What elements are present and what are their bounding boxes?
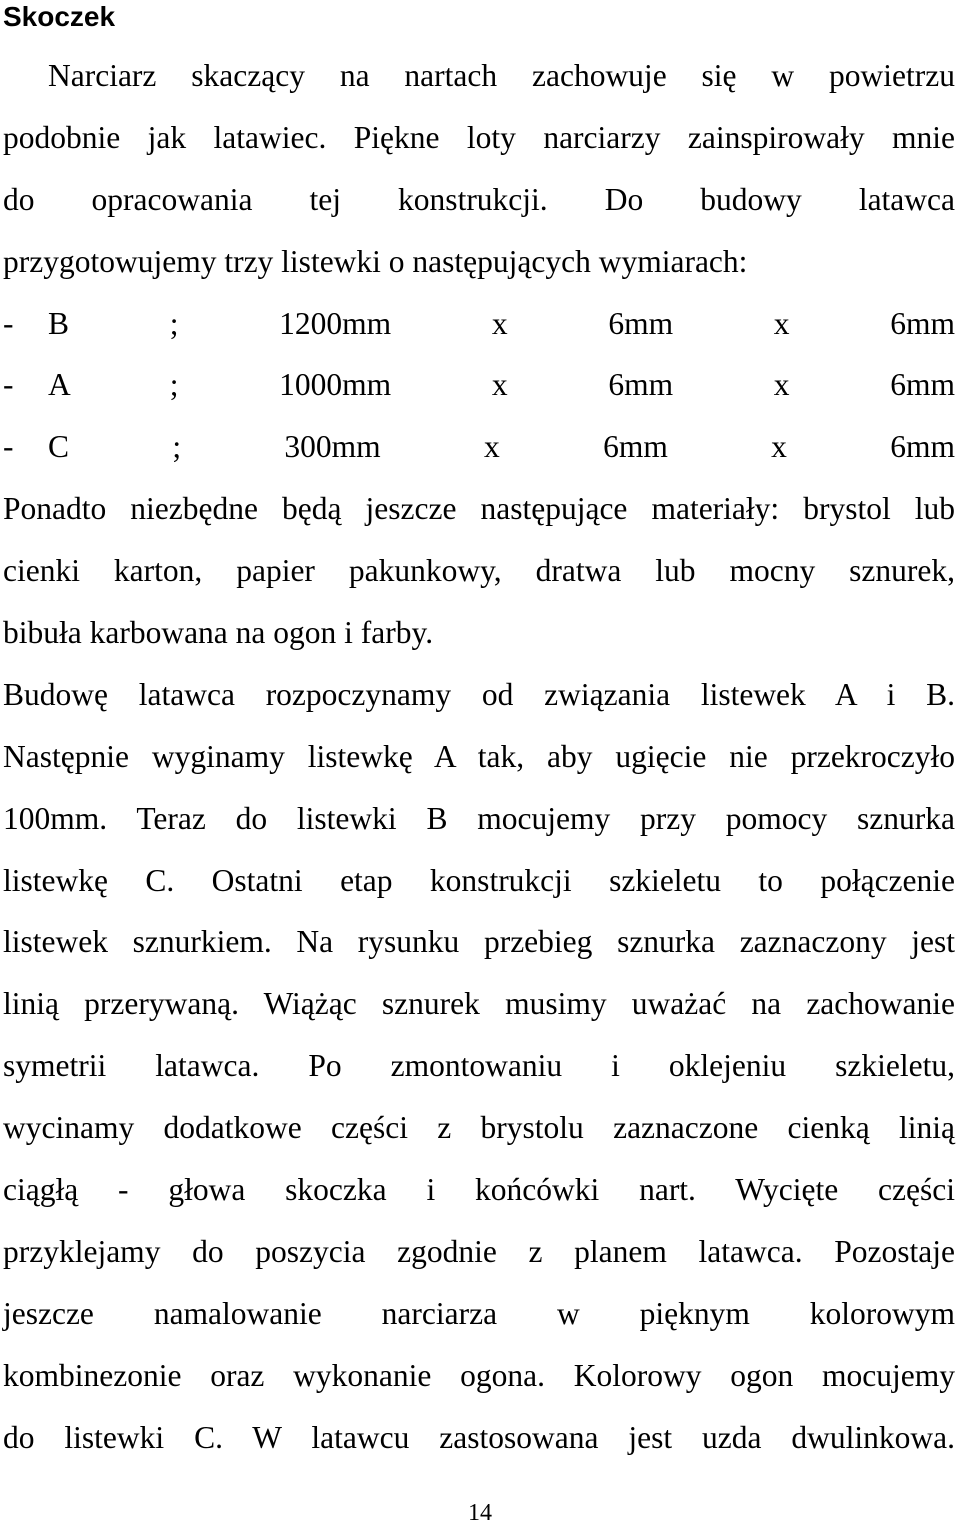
list-item-text: A ; 1000mm x 6mm x 6mm bbox=[48, 367, 955, 403]
document-title: Skoczek bbox=[3, 1, 116, 32]
paragraph-line: wycinamy dodatkowe części z brystolu zaznaczone cienką linią bbox=[3, 1110, 955, 1146]
list-item-text: B ; 1200mm x 6mm x 6mm bbox=[48, 305, 955, 341]
paragraph-line: listewkę C. Ostatni etap konstrukcji szkieletu to połączenie bbox=[3, 862, 955, 898]
paragraph-line: do opracowania tej konstrukcji. Do budowy latawca bbox=[3, 181, 955, 217]
list-item bbox=[3, 293, 955, 355]
paragraph-line: przygotowujemy trzy listewki o następujących wymiarach: bbox=[3, 243, 748, 279]
paragraph-line: bibuła karbowana na ogon i farby. bbox=[3, 615, 434, 651]
paragraph-line: Ponadto niezbędne będą jeszcze następujące materiały: brystol lub bbox=[3, 491, 955, 527]
list-item-text: C ; 300mm x 6mm x 6mm bbox=[48, 429, 955, 465]
list-item bbox=[3, 354, 955, 416]
paragraph-line: cienki karton, papier pakunkowy, dratwa lub mocny sznurek, bbox=[3, 553, 955, 589]
page-number: 14 bbox=[468, 1500, 492, 1526]
list-dash: - bbox=[3, 429, 14, 465]
paragraph-line: symetrii latawca. Po zmontowaniu i oklejeniu szkieletu, bbox=[3, 1048, 955, 1084]
paragraph-line: ciągłą - głowa skoczka i końcówki nart. Wycięte części bbox=[3, 1172, 955, 1208]
paragraph-line: linią przerywaną. Wiążąc sznurek musimy uważać na zachowanie bbox=[3, 986, 955, 1022]
paragraph-line: listewek sznurkiem. Na rysunku przebieg sznurka zaznaczony jest bbox=[3, 924, 955, 960]
body-text bbox=[3, 45, 955, 1468]
paragraph-line: kombinezonie oraz wykonanie ogona. Kolorowy ogon mocujemy bbox=[3, 1357, 955, 1393]
paragraph-line: Narciarz skaczący na nartach zachowuje się w powietrzu bbox=[48, 58, 955, 93]
paragraph-line: przyklejamy do poszycia zgodnie z planem latawca. Pozostaje bbox=[3, 1233, 955, 1269]
paragraph-line: Budowę latawca rozpoczynamy od związania listewek A i B. bbox=[3, 676, 955, 712]
list-dash: - bbox=[3, 305, 14, 341]
paragraph-line: do listewki C. W latawcu zastosowana jest uzda dwulinkowa. bbox=[3, 1419, 955, 1455]
list-dash: - bbox=[3, 367, 14, 403]
paragraph-line: 100mm. Teraz do listewki B mocujemy przy pomocy sznurka bbox=[3, 800, 955, 836]
paragraph-line: Następnie wyginamy listewkę A tak, aby ugięcie nie przekroczyło bbox=[3, 738, 955, 774]
paragraph-line: jeszcze namalowanie narciarza w pięknym kolorowym bbox=[3, 1295, 955, 1331]
list-item bbox=[3, 416, 955, 478]
paragraph-line: podobnie jak latawiec. Piękne loty narciarzy zainspirowały mnie bbox=[3, 119, 955, 155]
